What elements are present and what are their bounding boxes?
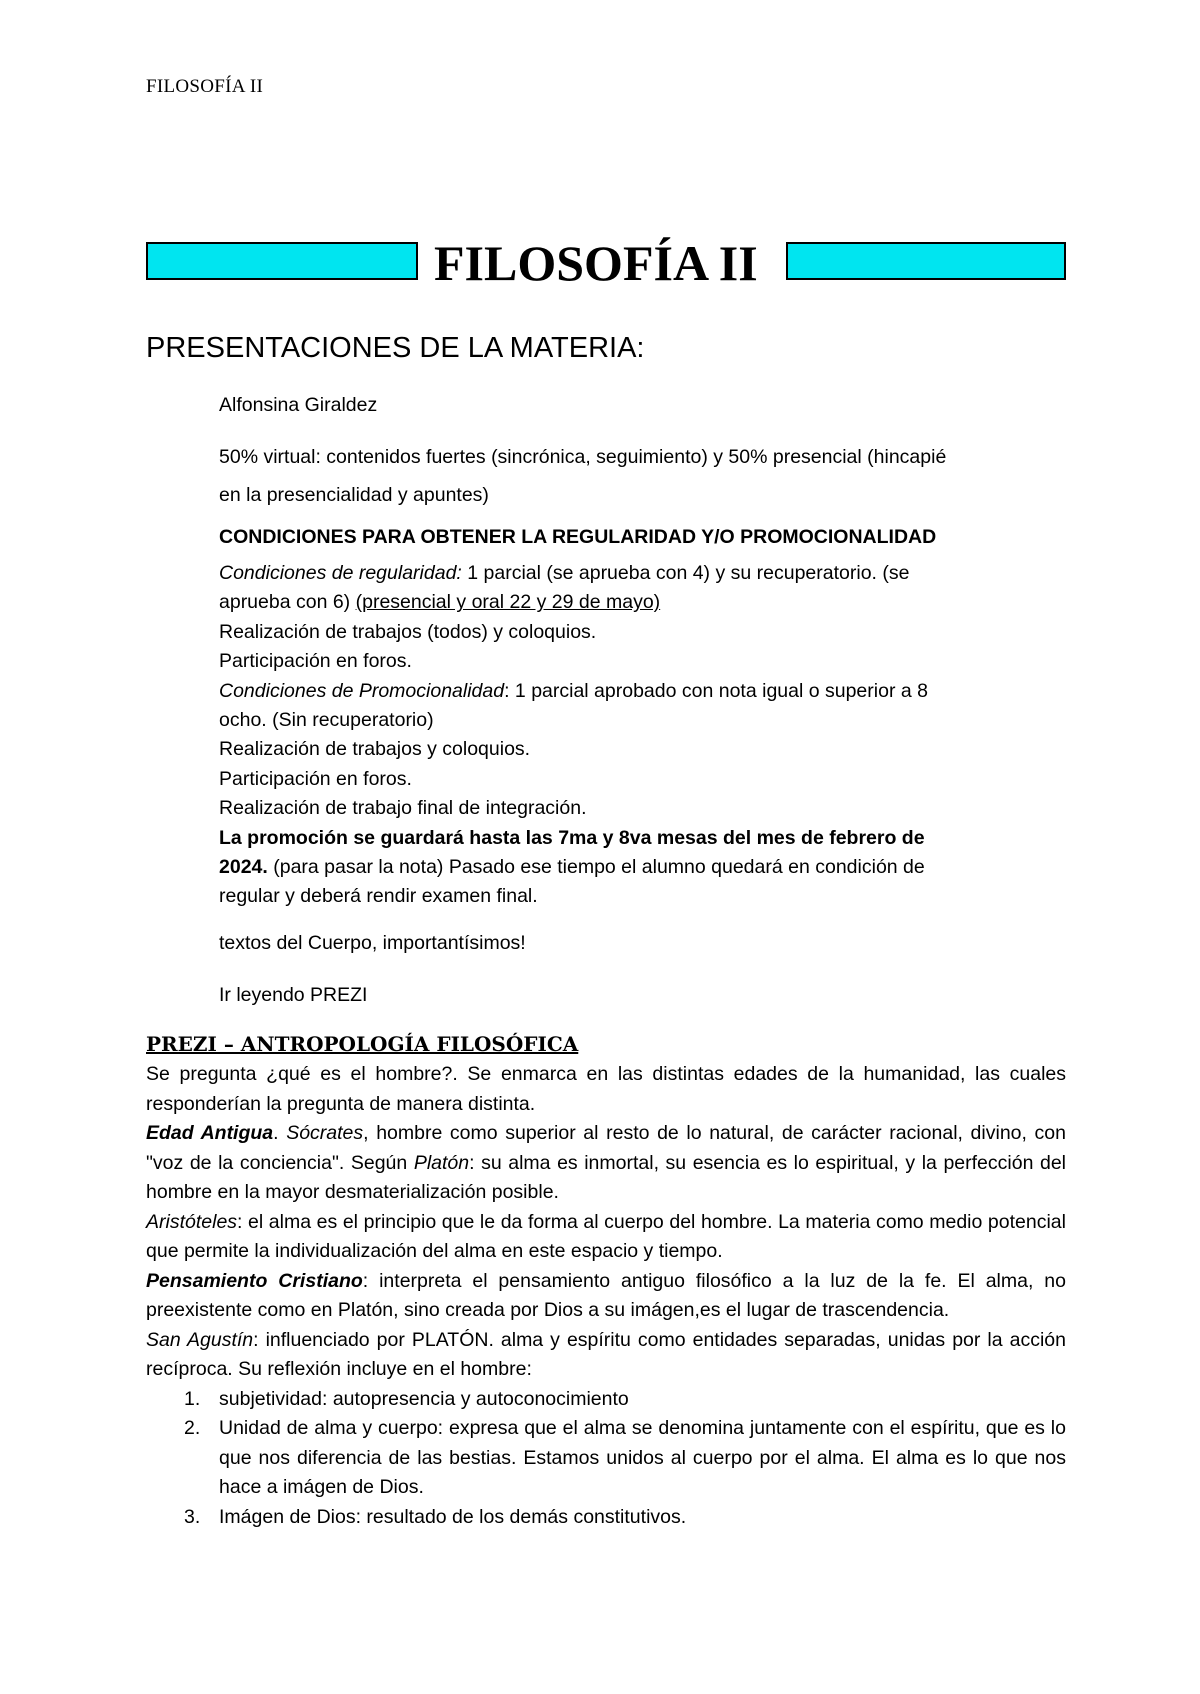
label-edad-antigua: Edad Antigua [146, 1122, 274, 1144]
condition-line [219, 824, 1066, 853]
title-highlight-bar-right [786, 242, 1066, 280]
condition-line: Participación en foros. [219, 767, 412, 790]
paragraph-pensamiento-cristiano: Pensamiento Cristiano: interpreta el pensamiento antiguo filosófico a la luz de la fe. El alma, no preexistente como en Platón, sino creada por Dios a su imágen,es el lugar de trascendencia. [146, 1269, 1066, 1321]
promotion-label: Condiciones de Promocionalidad [219, 679, 505, 702]
paragraph-edad-antigua: Edad Antigua. Sócrates, hombre como superior al resto de lo natural, de carácter racional, divino, con "voz de la conciencia". Según Platón: su alma es inmortal, su esencia es lo espiritual, y la perfección del hombre en la mayor desmaterialización posible. [146, 1122, 1067, 1203]
label-pensamiento-cristiano: Pensamiento Cristiano [146, 1269, 363, 1292]
bullet-text: Ir leyendo PREZI [219, 983, 368, 1006]
numbered-list [146, 1385, 1066, 1533]
condition-line: regular y deberá rendir examen final. [219, 885, 538, 908]
condition-line: 2024. (para pasar la nota) Pasado ese tiempo el alumno quedará en condición de [219, 856, 925, 879]
running-header: FILOSOFÍA II [146, 76, 264, 97]
label-socrates: Sócrates [286, 1122, 364, 1144]
bullet-item [146, 976, 1066, 1014]
numbered-list-item: 1. subjetividad: autopresencia y autoconocimiento [184, 1387, 629, 1410]
condition-line: Participación en foros. [219, 650, 412, 673]
numbered-list-item: 3. Imágen de Dios: resultado de los demás constitutivos. [184, 1505, 687, 1528]
conditions-heading: CONDICIONES PARA OBTENER LA REGULARIDAD Y/O PROMOCIONALIDAD [219, 526, 937, 548]
condition-line: Condiciones de regularidad: 1 parcial (se aprueba con 4) y su recuperatorio. (se [219, 562, 910, 584]
bullet-text-line: en la presencialidad y apuntes) [219, 484, 489, 506]
exam-dates: (presencial y oral 22 y 29 de mayo) [355, 591, 661, 614]
bullet-item-conditions [146, 518, 1066, 924]
condition-line: Realización de trabajos (todos) y coloquios. [219, 620, 597, 643]
condition-line: aprueba con 6) (presencial y oral 22 y 29 de mayo) [219, 591, 661, 614]
paragraph-san-agustin: San Agustín: influenciado por PLATÓN. alma y espíritu como entidades separadas, unidas por la acción recíproca. Su reflexión incluye en el hombre: [146, 1328, 1066, 1380]
condition-line: Condiciones de Promocionalidad: 1 parcial aprobado con nota igual o superior a 8 [219, 679, 928, 702]
promotion-deadline: La promoción se guardará hasta las 7ma y 8va mesas del mes de febrero de [219, 826, 925, 849]
prezi-title: PREZI – ANTROPOLOGÍA FILOSÓFICA [146, 1032, 579, 1056]
section-heading: PRESENTACIONES DE LA MATERIA: [146, 332, 645, 364]
paragraph-aristoteles: Aristóteles: el alma es el principio que le da forma al cuerpo del hombre. La materia como medio potencial que permite la individualización del alma en este espacio y tiempo. [146, 1210, 1066, 1262]
document-title: FILOSOFÍA II [434, 235, 758, 291]
bullet-list [146, 386, 1066, 1014]
bullet-item [146, 924, 1066, 976]
condition-line: Realización de trabajos y coloquios. [219, 738, 531, 761]
document-title-block [146, 232, 1066, 294]
condition-line: Realización de trabajo final de integración. [219, 797, 587, 820]
bullet-item [146, 386, 1066, 438]
condition-line: ocho. (Sin recuperatorio) [219, 709, 434, 732]
numbered-list-item: 2. Unidad de alma y cuerpo: expresa que el alma se denomina juntamente con el espíritu, que es lo que nos diferencia de las bestias. Estamos unidos al cuerpo por el alma. El alma es lo que nos hace a imágen de Dios. [184, 1417, 1066, 1498]
label-san-agustin: San Agustín [146, 1328, 254, 1351]
prezi-section [146, 1028, 1066, 1532]
regularity-label: Condiciones de regularidad: [219, 562, 462, 584]
label-platon: Platón [413, 1151, 470, 1174]
title-highlight-bar-left [146, 242, 418, 280]
conditions-block [219, 559, 1066, 912]
label-aristoteles: Aristóteles [146, 1210, 238, 1233]
prezi-intro: Se pregunta ¿qué es el hombre?. Se enmarca en las distintas edades de la humanidad, las cuales responderían la pregunta de manera distinta. [146, 1063, 1066, 1115]
bullet-item [146, 438, 1066, 518]
bullet-text: textos del Cuerpo, importantísimos! [219, 931, 526, 954]
bullet-text: Alfonsina Giraldez [219, 394, 378, 416]
bullet-text-line: 50% virtual: contenidos fuertes (sincrónica, seguimiento) y 50% presencial (hincapié [219, 446, 947, 468]
